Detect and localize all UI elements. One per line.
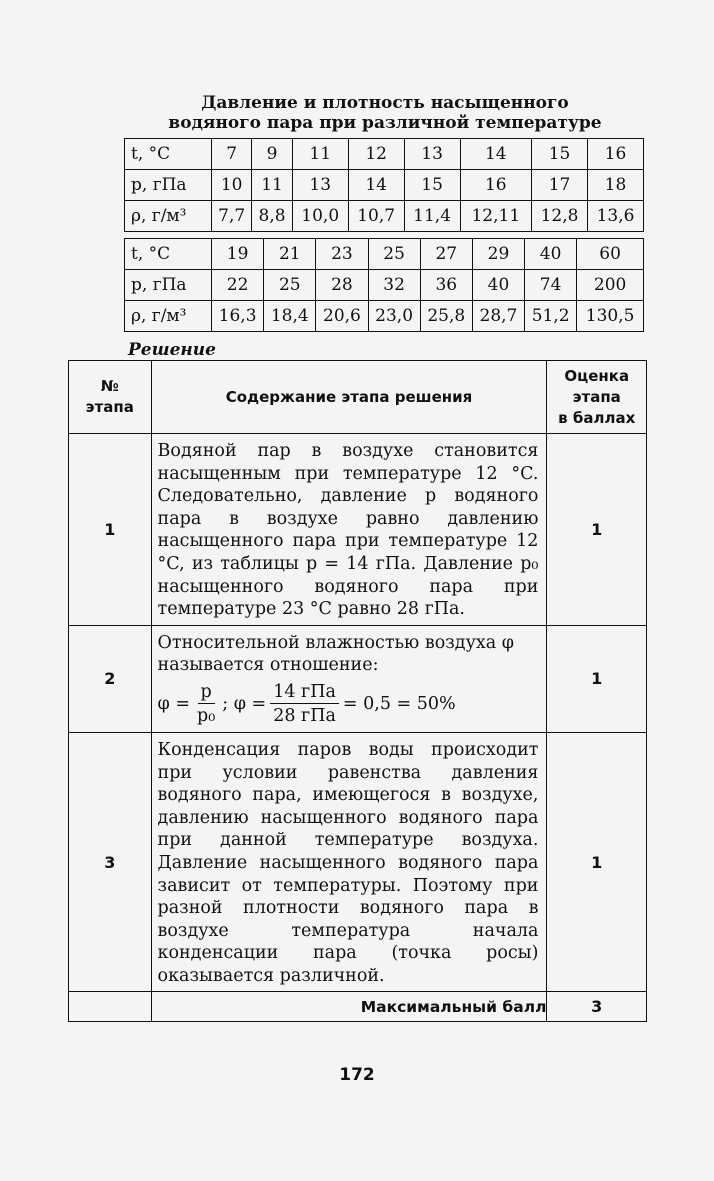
temperature-row bbox=[125, 139, 644, 170]
table-title-line1: Давление и плотность насыщенного bbox=[201, 93, 569, 113]
step-content bbox=[151, 732, 547, 992]
cell: 18 bbox=[588, 170, 644, 201]
cell: 10 bbox=[212, 170, 252, 201]
header-text: в баллах bbox=[558, 408, 636, 427]
row-label-rho: ρ, г/м³ bbox=[125, 301, 212, 332]
density-row bbox=[125, 201, 644, 232]
cell: 13 bbox=[404, 139, 460, 170]
cell: 28 bbox=[316, 270, 368, 301]
header-step-content: Содержание этапа решения bbox=[151, 361, 547, 434]
table-title-line2: водяного пара при различной температуре bbox=[168, 113, 602, 133]
cell: 20,6 bbox=[316, 301, 368, 332]
row-label-t: t, °C bbox=[125, 139, 212, 170]
fraction-p-over-p0 bbox=[194, 681, 218, 728]
cell: 32 bbox=[368, 270, 420, 301]
step-score: 1 bbox=[547, 625, 647, 732]
cell: 14 bbox=[348, 170, 404, 201]
pressure-row bbox=[125, 270, 644, 301]
cell: 29 bbox=[472, 239, 524, 270]
fraction-values bbox=[270, 681, 339, 728]
step-score: 1 bbox=[547, 732, 647, 992]
cell: 16 bbox=[460, 170, 532, 201]
cell: 25 bbox=[368, 239, 420, 270]
row-label-t: t, °C bbox=[125, 239, 212, 270]
formula-phi: φ = bbox=[157, 694, 191, 715]
cell: 15 bbox=[404, 170, 460, 201]
cell: 15 bbox=[532, 139, 588, 170]
header-text: этапа bbox=[85, 398, 134, 416]
pressure-row bbox=[125, 170, 644, 201]
header-step-score bbox=[547, 361, 647, 434]
step-text: Конденсация паров воды происходит при условии равенства давления водяного пара, имеющегося в воздухе, давлению насыщенного водяного пара при данной температуре воздуха. Давление насыщенного водяного пара зависит от температуры. Поэтому при разной плотности водяного пара в воздухе температура начала конденсации пара (точка росы) оказывается различной. bbox=[157, 739, 539, 986]
cell: 200 bbox=[577, 270, 644, 301]
cell: 74 bbox=[525, 270, 577, 301]
max-score-value: 3 bbox=[547, 992, 647, 1022]
cell: 40 bbox=[472, 270, 524, 301]
step-number: 2 bbox=[69, 625, 152, 732]
cell: 11,4 bbox=[404, 201, 460, 232]
cell: 11 bbox=[292, 139, 348, 170]
solution-step-row bbox=[69, 434, 647, 626]
fraction-numerator: p bbox=[198, 681, 215, 704]
vapor-table-1 bbox=[124, 138, 644, 232]
cell: 21 bbox=[264, 239, 316, 270]
cell: 40 bbox=[525, 239, 577, 270]
row-label-rho: ρ, г/м³ bbox=[125, 201, 212, 232]
cell: 27 bbox=[420, 239, 472, 270]
cell: 10,0 bbox=[292, 201, 348, 232]
cell: 18,4 bbox=[264, 301, 316, 332]
cell: 12,8 bbox=[532, 201, 588, 232]
cell: 25,8 bbox=[420, 301, 472, 332]
solution-header-row bbox=[69, 361, 647, 434]
cell: 8,8 bbox=[252, 201, 292, 232]
cell: 17 bbox=[532, 170, 588, 201]
cell: 7 bbox=[212, 139, 252, 170]
solution-label: Решение bbox=[128, 340, 216, 360]
table-title bbox=[120, 93, 650, 133]
temperature-row bbox=[125, 239, 644, 270]
cell: 14 bbox=[460, 139, 532, 170]
page-number: 172 bbox=[339, 1065, 375, 1085]
cell: 10,7 bbox=[348, 201, 404, 232]
step-text: Водяной пар в воздухе становится насыщенным при температуре 12 °C. Следовательно, давление p водяного пара в воздухе равно давлению насыщенного пара при температуре 12 °C, из таблицы p = 14 гПа. Давление p₀ насыщенного водяного пара при температуре 23 °C равно 28 гПа. bbox=[157, 441, 539, 620]
row-label-p: p, гПа bbox=[125, 170, 212, 201]
cell: 23,0 bbox=[368, 301, 420, 332]
fraction-numerator: 14 гПа bbox=[270, 681, 339, 704]
row-label-p: p, гПа bbox=[125, 270, 212, 301]
cell: 19 bbox=[212, 239, 264, 270]
cell: 16 bbox=[588, 139, 644, 170]
step-text: Относительной влажностью воздуха φ называется отношение: bbox=[157, 632, 514, 676]
step-content-block bbox=[152, 626, 547, 732]
cell: 23 bbox=[316, 239, 368, 270]
step-number: 1 bbox=[69, 434, 152, 626]
max-score-row bbox=[69, 992, 647, 1022]
step-number: 3 bbox=[69, 732, 152, 992]
cell: 13 bbox=[292, 170, 348, 201]
cell: 7,7 bbox=[212, 201, 252, 232]
cell: 13,6 bbox=[588, 201, 644, 232]
cell: 36 bbox=[420, 270, 472, 301]
step-score: 1 bbox=[547, 434, 647, 626]
vapor-table-2 bbox=[124, 238, 644, 332]
formula-separator: ; φ = bbox=[222, 694, 267, 715]
cell: 51,2 bbox=[525, 301, 577, 332]
header-text: этапа bbox=[572, 387, 621, 406]
density-row bbox=[125, 301, 644, 332]
humidity-formula bbox=[158, 681, 539, 728]
fraction-denominator: p₀ bbox=[197, 705, 216, 726]
header-text: Оценка bbox=[564, 366, 630, 385]
fraction-denominator: 28 гПа bbox=[273, 705, 336, 726]
cell: 12 bbox=[348, 139, 404, 170]
step-content bbox=[151, 625, 547, 732]
header-step-number bbox=[69, 361, 152, 434]
solution-step-row bbox=[69, 625, 647, 732]
cell: 60 bbox=[577, 239, 644, 270]
formula-result: = 0,5 = 50% bbox=[342, 694, 456, 715]
cell: 25 bbox=[264, 270, 316, 301]
max-score-label: Максимальный балл bbox=[151, 992, 547, 1022]
step-content bbox=[151, 434, 547, 626]
solution-step-row bbox=[69, 732, 647, 992]
solution-table bbox=[68, 360, 647, 1022]
cell: 12,11 bbox=[460, 201, 532, 232]
cell: 130,5 bbox=[577, 301, 644, 332]
empty-cell bbox=[69, 992, 152, 1022]
cell: 22 bbox=[212, 270, 264, 301]
cell: 16,3 bbox=[212, 301, 264, 332]
cell: 28,7 bbox=[472, 301, 524, 332]
header-text: № bbox=[100, 377, 119, 395]
cell: 9 bbox=[252, 139, 292, 170]
cell: 11 bbox=[252, 170, 292, 201]
